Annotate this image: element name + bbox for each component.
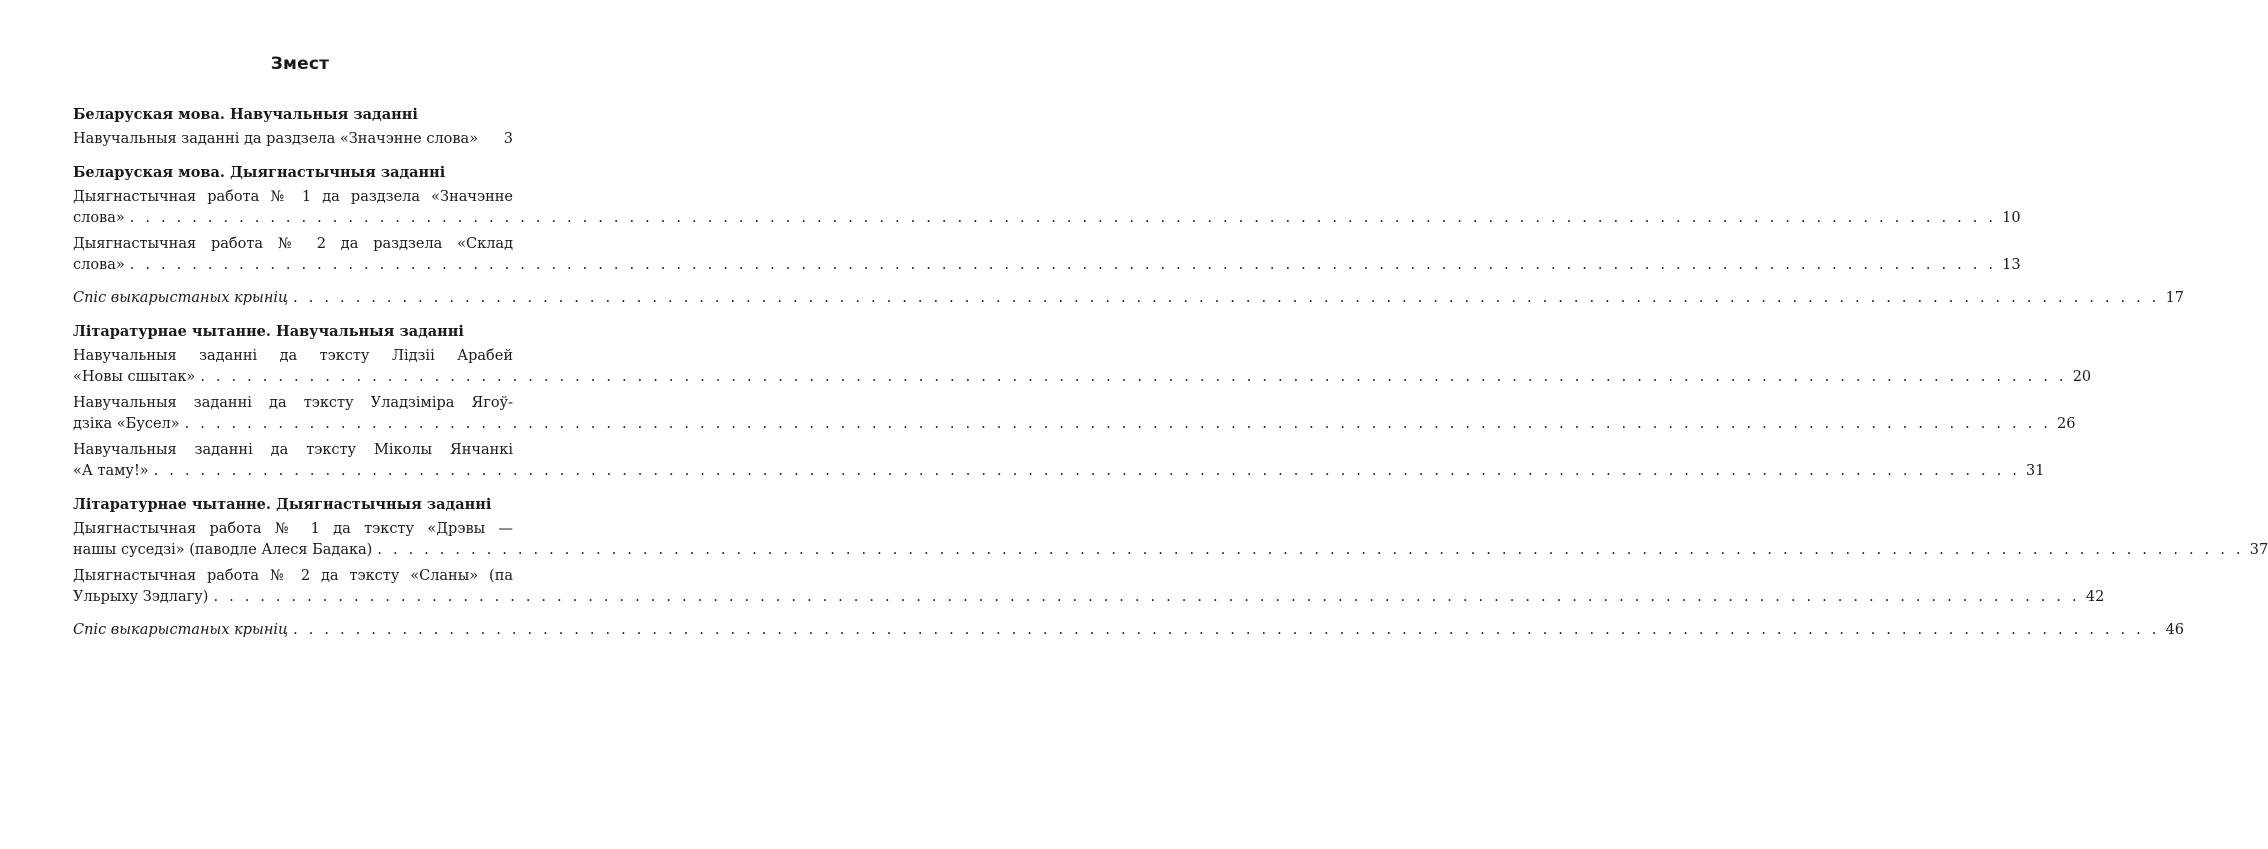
entry-title: нашы суседзі» (паводле Алеся Бадака) <box>73 542 373 558</box>
toc-entry[interactable] <box>73 187 2021 229</box>
entry-title: «Новы сшытак» <box>73 369 196 385</box>
toc-entry[interactable] <box>73 393 2076 435</box>
dot-leader: . . . . . . . . . . . . . . . . . . . . . . . . . . . . . . . . . . . . . . . . . . . . . . . . . . . . . . . . . . . . . . . . . . . . . . . . . . . . . . . . . . . . . . . . . . . . . . . . . . . . . . . . . . . . . . . . . . . . . . . . <box>153 463 2021 479</box>
page-number: 3 <box>503 131 513 147</box>
dot-leader: . . . . . . . . . . . . . . . . . . . . . . . . . . . . . . . . . . . . . . . . . . . . . . . . . . . . . . . . . . . . . . . . . . . . . . . . . . . . . . . . . . . . . . . . . . . . . . . . . . . . . . . . . . . . . . . . . . . . . . . . <box>184 416 2052 432</box>
toc-entry[interactable] <box>73 288 2185 309</box>
entry-title: Ульрыху Зэдлагу) <box>73 589 209 605</box>
toc-section <box>73 494 2268 608</box>
dot-leader: . . . . . . . . . . . . . . . . . . . . . . . . . . . . . . . . . . . . . . . . . . . . . . . . . . . . . . . . . . . . . . . . . . . . . . . . . . . . . . . . . . . . . . . . . . . . . . . . . . . . . . . . . . . . . . . . . . . . . . . . <box>213 589 2080 605</box>
table-of-contents <box>73 104 2268 653</box>
entry-title-line: Навучальныя заданні да тэксту Лідзіі Арабей <box>73 348 513 364</box>
toc-section <box>73 104 513 150</box>
toc-section <box>73 321 2092 482</box>
toc-section <box>73 620 2185 641</box>
entry-title-line: Навучальныя заданні да тэксту Міколы Янчанкі <box>73 442 513 458</box>
toc-entry[interactable] <box>73 234 2021 276</box>
toc-entry[interactable] <box>73 620 2185 641</box>
section-heading: Літаратурнае чытанне. Дыягнастычныя заданні <box>73 496 492 513</box>
toc-section <box>73 288 2185 309</box>
entry-title-line: Дыягнастычная работа № 2 да раздзела «Склад <box>73 236 513 252</box>
page-title: Змест <box>270 54 330 74</box>
dot-leader: . . . . . . . . . . . . . . . . . . . . . . . . . . . . . . . . . . . . . . . . . . . . . . . . . . . . . . . . . . . . . . . . . . . . . . . . . . . . . . . . . . . . . . . . . . . . . . . . . . . . . . . . . . . . . . . . . . . . . . . . <box>129 257 1997 273</box>
page-number: 13 <box>2002 257 2021 273</box>
toc-section <box>73 162 2021 276</box>
page-number: 31 <box>2026 463 2045 479</box>
entry-title: Спіс выкарыстаных крыніц <box>73 622 289 638</box>
dot-leader: . . . . . . . . . . . . . . . . . . . . . . . . . . . . . . . . . . . . . . . . . . . . . . . . . . . . . . . . . . . . . . . . . . . . . . . . . . . . . . . . . . . . . . . . . . . . . . . . . . . . . . . . . . . . . . . . . . . . . . . . <box>293 622 2160 638</box>
section-heading: Беларуская мова. Дыягнастычныя заданні <box>73 164 446 181</box>
toc-entry[interactable] <box>73 566 2105 608</box>
dot-leader: . . . . . . . . . . . . . . . . . . . . . . . . . . . . . . . . . . . . . . . . . . . . . . . . . . . . . . . . . . . . . . . . . . . . . . . . . . . . . . . . . . . . . . . . . . . . . . . . . . . . . . . . . . . . . . . . . . . . . . . . <box>377 542 2244 558</box>
toc-entry[interactable] <box>73 519 2268 561</box>
page-number: 20 <box>2072 369 2092 385</box>
entry-title: Спіс выкарыстаных крыніц <box>73 290 289 306</box>
dot-leader: . . . . . . . . . . . . . . . . . . . . . . . . . . . . . . . . . . . . . . . . . . . . . . . . . . . . . . . . . . . . . . . . . . . . . . . . . . . . . . . . . . . . . . . . . . . . . . . . . . . . . . . . . . . . . . . . . . . . . . . . <box>293 290 2160 306</box>
page-number: 10 <box>2002 210 2021 226</box>
toc-entry[interactable] <box>73 129 513 150</box>
page-number: 17 <box>2165 290 2185 306</box>
toc-entry[interactable] <box>73 440 2045 482</box>
page-number: 42 <box>2085 589 2105 605</box>
entry-title: дзіка «Бусел» <box>73 416 180 432</box>
section-heading: Літаратурнае чытанне. Навучальныя заданні <box>73 323 464 340</box>
dot-leader: . . . . . . . . . . . . . . . . . . . . . . . . . . . . . . . . . . . . . . . . . . . . . . . . . . . . . . . . . . . . . . . . . . . . . . . . . . . . . . . . . . . . . . . . . . . . . . . . . . . . . . . . . . . . . . . . . . . . . . . . <box>200 369 2067 385</box>
entry-title: слова» <box>73 257 125 273</box>
toc-entry[interactable] <box>73 346 2092 388</box>
page-number: 37 <box>2249 542 2268 558</box>
entry-title-line: Дыягнастычная работа № 1 да тэксту «Дрэвы — <box>73 521 513 537</box>
entry-title: «А таму!» <box>73 463 149 479</box>
entry-title: слова» <box>73 210 125 226</box>
page-number: 26 <box>2057 416 2076 432</box>
dot-leader: . . . . . . . . . . . . . . . . . . . . . . . . . . . . . . . . . . . . . . . . . . . . . . . . . . . . . . . . . . . . . . . . . . . . . . . . . . . . . . . . . . . . . . . . . . . . . . . . . . . . . . . . . . . . . . . . . . . . . . . . <box>129 210 1997 226</box>
entry-title-line: Навучальныя заданні да тэксту Уладзіміра Ягоў- <box>73 395 513 411</box>
entry-title-line: Дыягнастычная работа № 1 да раздзела «Значэнне <box>73 189 513 205</box>
entry-title-line: Дыягнастычная работа № 2 да тэксту «Сланы» (па <box>73 568 513 584</box>
page-number: 46 <box>2165 622 2185 638</box>
entry-title: Навучальныя заданні да раздзела «Значэнне слова» <box>73 131 479 147</box>
section-heading: Беларуская мова. Навучальныя заданні <box>73 106 418 123</box>
